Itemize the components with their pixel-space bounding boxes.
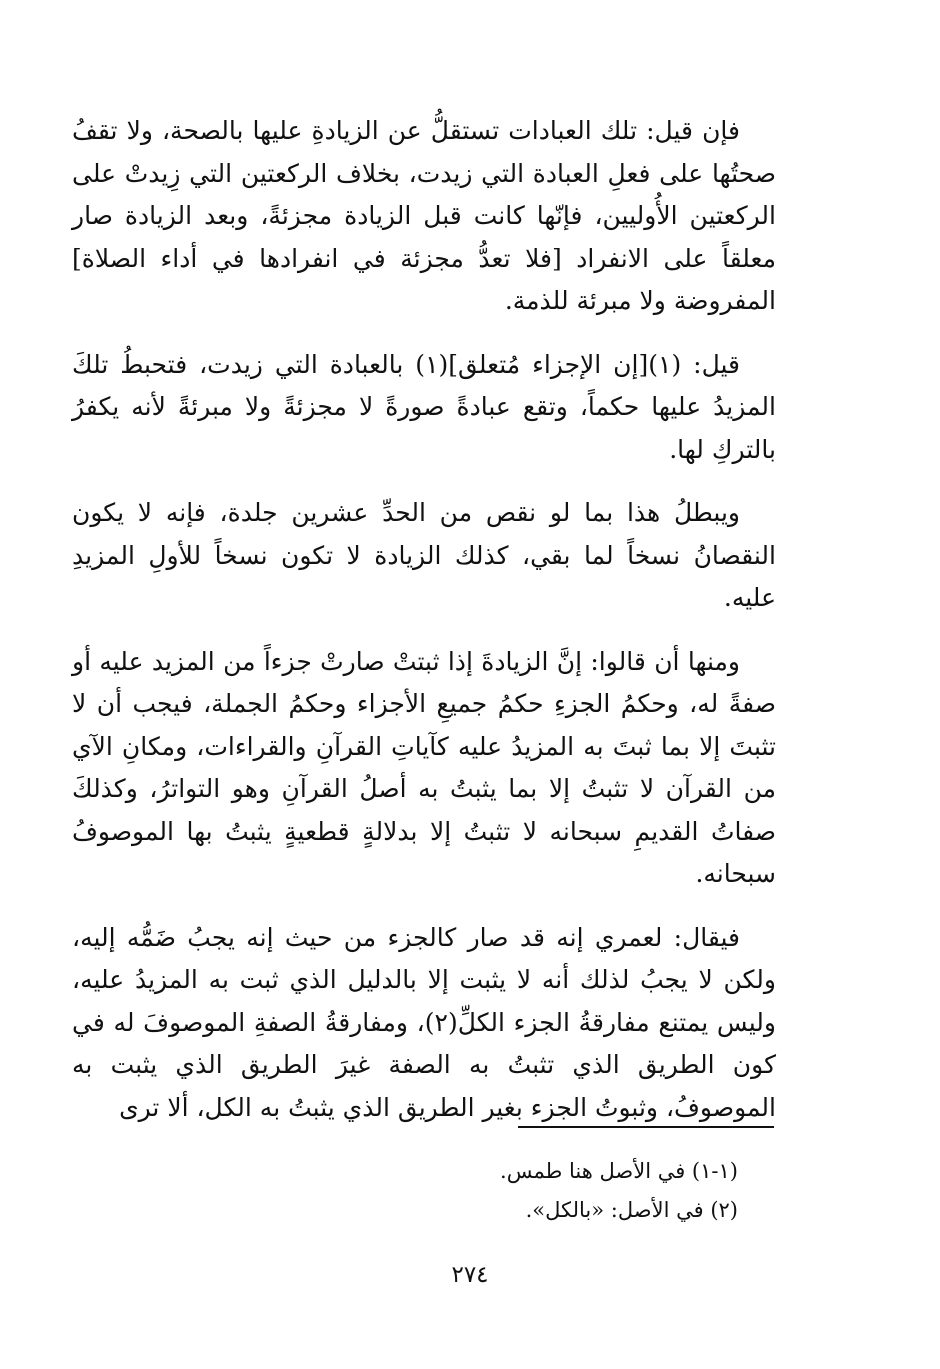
footnotes bbox=[218, 1152, 738, 1230]
footnote-divider bbox=[518, 1126, 774, 1128]
footnote-2: (٢) في الأصل: «بالكل». bbox=[525, 1198, 738, 1222]
page-number: ٢٧٤ bbox=[451, 1262, 489, 1288]
paragraph-4: ومنها أن قالوا: إنَّ الزيادةَ إذا ثبتتْ صارتْ جزءاً من المزيد عليه أو صفةً له، وحكمُ الجزءِ حكمُ جميعِ الأجزاء وحكمُ الجملة، فيجب أن لا تثبتَ إلا بما ثبتَ به المزيدُ عليه كآياتِ القرآنِ والقراءات، ومكانِ الآي من القرآن لا تثبتُ إلا بما يثبتُ به أصلُ القرآنِ وهو التواترُ، وكذلكَ صفاتُ القديمِ سبحانه لا تثبتُ إلا بدلالةٍ قطعيةٍ يثبتُ بها الموصوفُ سبحانه. bbox=[72, 646, 776, 888]
main-text bbox=[72, 110, 776, 1150]
footnote-1: (١-١) في الأصل هنا طمس. bbox=[500, 1159, 738, 1183]
paragraph-2: قيل: (١)[إن الإجزاء مُتعلق](١) بالعبادة التي زيدت، فتحبطُ تلكَ المزيدُ عليها حكماً، وتقع عبادةً صورةً لا مجزئةً ولا مبرئةً لأنه يكفرُ بالتركِ لها. bbox=[72, 349, 777, 464]
paragraph-1: فإن قيل: تلك العبادات تستقلُّ عن الزيادةِ عليها بالصحة، ولا تقفُ صحتُها على فعلِ العبادة التي زيدت، بخلاف الركعتين التي زِيدتْ على الركعتين الأُوليين، فإنّها كانت قبل الزيادة مجزئةً، وبعد الزيادة صار معلقاً على الانفراد [فلا تعدُّ مجزئة في انفرادها في أداء الصلاة] المفروضة ولا مبرئة للذمة. bbox=[72, 116, 776, 315]
paragraph-5: فيقال: لعمري إنه قد صار كالجزء من حيث إنه يجبُ ضَمُّه إليه، ولكن لا يجبُ لذلك أنه لا يثبت إلا بالدليل الذي ثبت به المزيدُ عليه، وليس يمتنع مفارقةُ الجزء الكلِّ(٢)، ومفارقةُ الصفةِ الموصوفَ له في كون الطريق الذي تثبتُ به الصفة غيرَ الطريق الذي يثبت به الموصوفُ، وثبوتُ الجزء بغير الطريق الذي يثبتُ به الكل، ألا ترى bbox=[72, 922, 776, 1122]
paragraph-3: ويبطلُ هذا بما لو نقص من الحدِّ عشرين جلدة، فإنه لا يكون النقصانُ نسخاً لما بقي، كذلك الزيادة لا تكون نسخاً للأولِ المزيدِ عليه. bbox=[72, 498, 776, 612]
